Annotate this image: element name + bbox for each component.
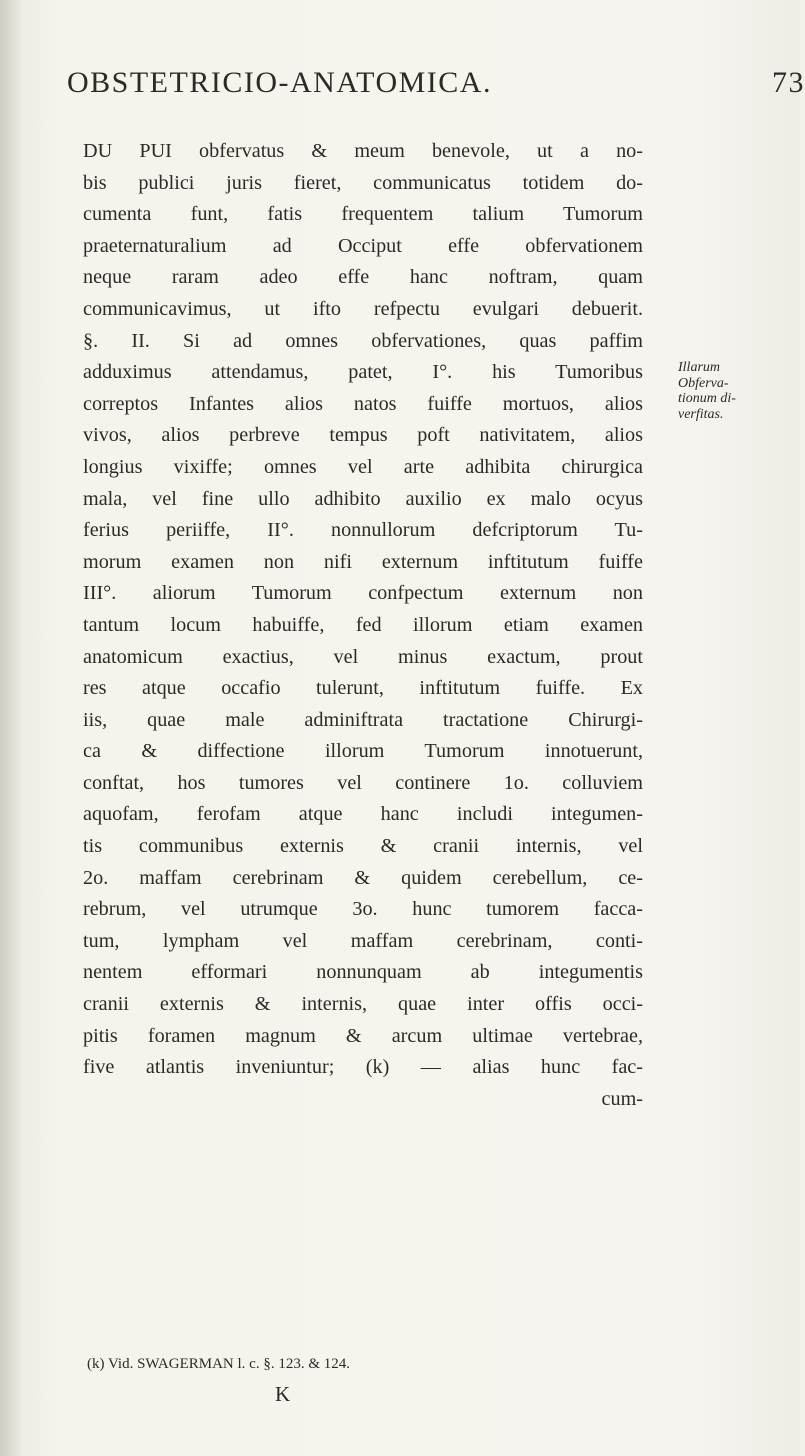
binding-shadow bbox=[0, 0, 22, 1456]
text-line: anatomicum exactius, vel minus exactum, prout bbox=[83, 645, 643, 668]
text-line: aquofam, ferofam atque hanc includi integumen- bbox=[83, 803, 643, 826]
text-line: iis, quae male adminiftrata tractatione Chirurgi- bbox=[83, 708, 643, 731]
footnote: (k) Vid. SWAGERMAN l. c. §. 123. & 124. bbox=[87, 1356, 350, 1372]
text-line: praeternaturalium ad Occiput effe obfervationem bbox=[83, 234, 643, 257]
text-line: correptos Infantes alios natos fuiffe mortuos, alios bbox=[83, 392, 643, 415]
text-line: conftat, hos tumores vel continere 1o. colluviem bbox=[83, 771, 643, 794]
margin-note-line: verfitas. bbox=[678, 406, 724, 422]
text-line: 2o. maffam cerebrinam & quidem cerebellum, ce- bbox=[83, 866, 643, 889]
page-number: 73 bbox=[772, 66, 805, 99]
text-line: neque raram adeo effe hanc noftram, quam bbox=[83, 266, 643, 289]
text-line: tis communibus externis & cranii internis, vel bbox=[83, 835, 643, 858]
text-line: longius vixiffe; omnes vel arte adhibita chirurgica bbox=[83, 455, 643, 478]
text-line: ferius periiffe, II°. nonnullorum defcriptorum Tu- bbox=[83, 519, 643, 542]
margin-note bbox=[678, 360, 796, 422]
header-title: OBSTETRICIO-ANATOMICA. bbox=[67, 66, 492, 99]
text-line: III°. aliorum Tumorum confpectum externum non bbox=[83, 582, 643, 605]
text-line: five atlantis inveniuntur; (k) — alias hunc fac- bbox=[83, 1056, 643, 1079]
text-line: bis publici juris fieret, communicatus totidem do- bbox=[83, 171, 643, 194]
margin-note-line: tionum di- bbox=[678, 391, 736, 406]
text-line: mala, vel fine ullo adhibito auxilio ex malo ocyus bbox=[83, 487, 643, 510]
text-line: nentem efformari nonnunquam ab integumentis bbox=[83, 961, 643, 984]
text-line: morum examen non nifi externum inftitutum fuiffe bbox=[83, 550, 643, 573]
text-line: tantum locum habuiffe, fed illorum etiam examen bbox=[83, 613, 643, 636]
text-line: rebrum, vel utrumque 3o. hunc tumorem facca- bbox=[83, 898, 643, 921]
running-header bbox=[67, 66, 805, 100]
margin-note-line: Illarum bbox=[678, 360, 720, 375]
body-text bbox=[83, 136, 643, 1115]
margin-note-line: Obferva- bbox=[678, 375, 729, 391]
text-line: vivos, alios perbreve tempus poft nativitatem, alios bbox=[83, 424, 643, 447]
text-line: pitis foramen magnum & arcum ultimae vertebrae, bbox=[83, 1024, 643, 1047]
text-line: tum, lympham vel maffam cerebrinam, conti- bbox=[83, 929, 643, 952]
text-line: DU PUI obfervatus & meum benevole, ut a no- bbox=[83, 140, 643, 162]
text-line: ca & diffectione illorum Tumorum innotuerunt, bbox=[83, 740, 643, 763]
text-line: cranii externis & internis, quae inter offis occi- bbox=[83, 993, 643, 1016]
text-line: §. II. Si ad omnes obfervationes, quas paffim bbox=[83, 329, 643, 352]
catchword: cum- bbox=[601, 1087, 643, 1110]
signature-mark: K bbox=[275, 1382, 291, 1406]
text-line: adduximus attendamus, patet, I°. his Tumoribus bbox=[83, 361, 643, 384]
text-line: res atque occafio tulerunt, inftitutum fuiffe. Ex bbox=[83, 677, 643, 700]
text-line: communicavimus, ut ifto refpectu evulgari debuerit. bbox=[83, 297, 643, 320]
text-line: cumenta funt, fatis frequentem talium Tumorum bbox=[83, 203, 643, 226]
